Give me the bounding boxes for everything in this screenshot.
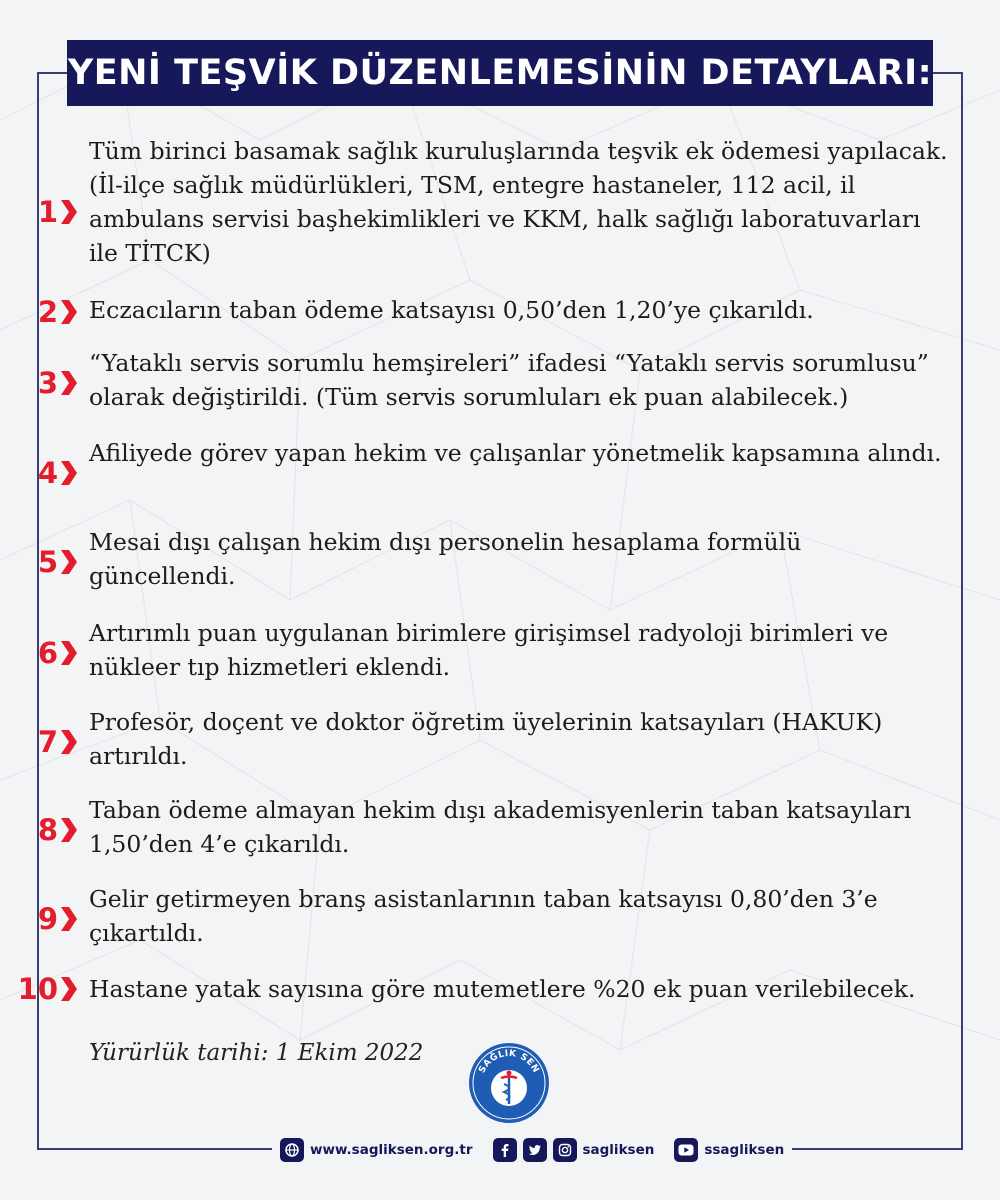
item-number: 6: [37, 635, 58, 670]
chevron-right-icon: [59, 197, 79, 227]
website-link[interactable]: www.sagliksen.org.tr: [310, 1142, 473, 1158]
item-text: Taban ödeme almayan hekim dışı akademisyenlerin taban katsayıları 1,50’den 4’e çıkarıldı.: [89, 796, 912, 858]
chevron-right-icon: [59, 547, 79, 577]
item-marker: [15, 453, 79, 493]
social-handle[interactable]: sagliksen: [582, 1142, 655, 1158]
item-marker: [15, 899, 79, 939]
chevron-right-icon: [59, 458, 79, 488]
globe-icon[interactable]: [280, 1138, 304, 1162]
item-number: 2: [37, 294, 58, 329]
chevron-right-icon: [59, 815, 79, 845]
item-marker: [15, 363, 79, 403]
item-number: 5: [37, 544, 58, 579]
item-number: 3: [37, 365, 58, 400]
sagliksen-logo: [468, 1042, 550, 1124]
item-marker: [15, 722, 79, 762]
item-text: Profesör, doçent ve doktor öğretim üyelerinin katsayıları (HAKUK) artırıldı.: [89, 708, 883, 770]
item-text: Eczacıların taban ödeme katsayısı 0,50’den 1,20’ye çıkarıldı.: [89, 296, 814, 324]
twitter-icon[interactable]: [523, 1138, 547, 1162]
youtube-handle[interactable]: ssagliksen: [704, 1142, 785, 1158]
item-marker: [15, 542, 79, 582]
chevron-right-icon: [59, 638, 79, 668]
facebook-icon[interactable]: [493, 1138, 517, 1162]
logo-text: SAĞLIK SEN: [477, 1048, 541, 1075]
item-text: Mesai dışı çalışan hekim dışı personelin hesaplama formülü güncellendi.: [89, 528, 802, 590]
chevron-right-icon: [59, 297, 79, 327]
footer: [272, 1134, 792, 1166]
title-banner: [67, 40, 933, 106]
chevron-right-icon: [59, 904, 79, 934]
page-title: YENİ TEŞVİK DÜZENLEMESİNİN DETAYLARI:: [67, 53, 933, 93]
item-text: Artırımlı puan uygulanan birimlere girişimsel radyoloji birimleri ve nükleer tıp hizmetleri eklendi.: [89, 619, 889, 681]
item-text: Tüm birinci basamak sağlık kuruluşlarında teşvik ek ödemesi yapılacak. (İl-ilçe sağlık müdürlükleri, TSM, entegre hastaneler, 112 acil, il ambulans servisi başhekimlikleri ve KKM, halk sağlığı laboratuvarları ile TİTCK): [89, 137, 948, 267]
item-text: Afiliyede görev yapan hekim ve çalışanlar yönetmelik kapsamına alındı.: [89, 439, 942, 467]
item-number: 4: [37, 455, 58, 490]
item-number: 8: [37, 812, 58, 847]
item-marker: [15, 969, 79, 1009]
item-text: “Yataklı servis sorumlu hemşireleri” ifadesi “Yataklı servis sorumlusu” olarak değiştirildi. (Tüm servis sorumluları ek puan alabilecek.): [89, 349, 929, 411]
item-number: 1: [37, 194, 58, 229]
caduceus-icon: [491, 1070, 527, 1106]
item-number: 10: [17, 971, 58, 1006]
chevron-right-icon: [59, 974, 79, 1004]
effective-date: Yürürlük tarihi: 1 Ekim 2022: [89, 1040, 424, 1066]
item-text: Hastane yatak sayısına göre mutemetlere %20 ek puan verilebilecek.: [89, 975, 916, 1003]
instagram-icon[interactable]: [553, 1138, 577, 1162]
item-marker: [15, 810, 79, 850]
item-text: Gelir getirmeyen branş asistanlarının taban katsayısı 0,80’den 3’e çıkartıldı.: [89, 885, 878, 947]
item-marker: [15, 292, 79, 332]
item-marker: [15, 192, 79, 232]
item-marker: [15, 633, 79, 673]
item-number: 9: [37, 901, 58, 936]
item-number: 7: [37, 724, 58, 759]
youtube-icon[interactable]: [674, 1138, 698, 1162]
chevron-right-icon: [59, 368, 79, 398]
chevron-right-icon: [59, 727, 79, 757]
